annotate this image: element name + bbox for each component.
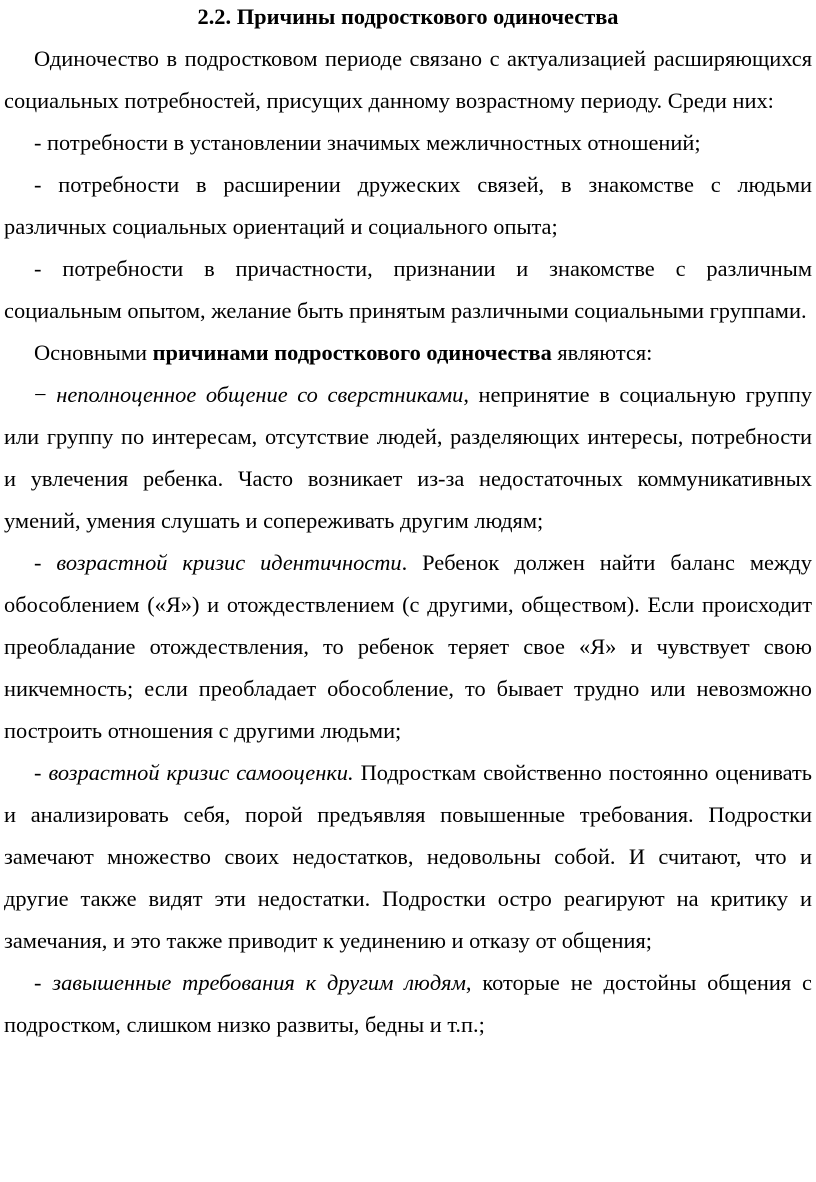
cause-text: , которые не достойны общения с подростком, слишком низко развиты, бедны и т.п.; — [4, 970, 812, 1037]
cause-text: , непринятие в социальную группу или группу по интересам, отсутствие людей, разделяющих интересы, потребности и увлечения ребенка. Часто возникает из-за недостаточных коммуникативных умений, умения слушать и сопереживать другим людям; — [4, 382, 813, 533]
need-item-3: - потребности в причастности, признании и знакомстве с различным социальным опытом, желание быть принятым различными социальными группами. — [4, 256, 812, 323]
cause-prefix: - — [34, 760, 49, 785]
cause-italic-term: завышенные требования к другим людям — [52, 970, 466, 995]
causes-intro-paragraph — [4, 332, 812, 374]
cause-text: Подросткам свойственно постоянно оценивать и анализировать себя, порой предъявляя повышенные требования. Подростки замечают множество своих недостатков, недовольны собой. И считают, что и другие также видят эти недостатки. Подростки остро реагируют на критику и замечания, и это также приводит к уединению и отказу от общения; — [4, 760, 812, 953]
cause-item-3 — [4, 752, 812, 962]
cause-italic-term: возрастной кризис идентичности — [56, 550, 402, 575]
cause-item-1 — [4, 374, 812, 542]
cause-prefix: − — [34, 382, 57, 407]
cause-item-4 — [4, 962, 812, 1046]
causes-intro-bold: причинами подросткового одиночества — [152, 340, 552, 365]
cause-text: . Ребенок должен найти баланс между обособлением («Я») и отождествлением (с другими, обществом). Если происходит преобладание отождествления, то ребенок теряет свое «Я» и чувствует свою никчемность; если преобладает обособление, то бывает трудно или невозможно построить отношения с другими людьми; — [4, 550, 813, 743]
intro-paragraph: Одиночество в подростковом периоде связано с актуализацией расширяющихся социальных потребностей, присущих данному возрастному периоду. Среди них: — [4, 46, 812, 113]
need-item-2: - потребности в расширении дружеских связей, в знакомстве с людьми различных социальных ориентаций и социального опыта; — [4, 172, 812, 239]
cause-italic-term: неполноценное общение со сверстниками — [56, 382, 464, 407]
cause-prefix: - — [34, 970, 53, 995]
cause-italic-term: возрастной кризис самооценки. — [48, 760, 354, 785]
causes-intro-tail: являются: — [551, 340, 653, 365]
causes-intro-lead: Основными — [34, 340, 153, 365]
need-item-1: - потребности в установлении значимых межличностных отношений; — [34, 130, 701, 155]
section-title: 2.2. Причины подросткового одиночества — [197, 4, 619, 29]
cause-prefix: - — [34, 550, 57, 575]
cause-item-2 — [4, 542, 812, 752]
